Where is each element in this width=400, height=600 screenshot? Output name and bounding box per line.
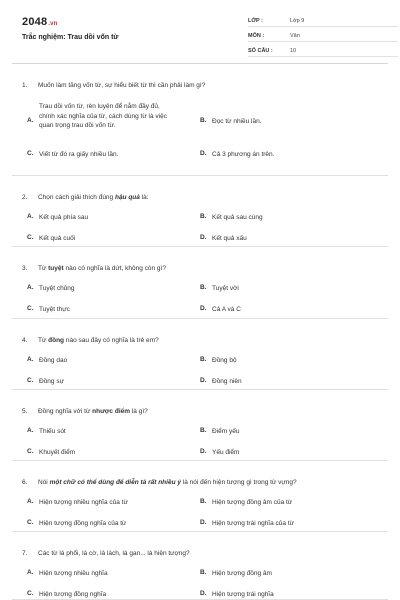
question-text-segment: Từ <box>38 265 49 272</box>
option-text: Kết quả cuối <box>39 235 76 242</box>
quiz-title: Trắc nghiệm: Trau dồi vốn từ <box>22 34 119 41</box>
option-letter: C. <box>27 305 34 312</box>
question-stem <box>22 479 297 486</box>
question-text-segment: một chữ có thể dùng để diễn tả rất nhiều ý <box>49 479 181 486</box>
option-letter: B. <box>200 117 207 124</box>
option-letter: C. <box>27 448 34 455</box>
question-text-segment: là gì? <box>130 408 148 415</box>
question-block <box>12 461 388 532</box>
option-text: Cả A và C <box>212 306 241 313</box>
question-text-segment: đồng <box>48 337 65 344</box>
option-letter: B. <box>200 284 207 291</box>
question-text-segment: Các từ lá phổi, lá cờ, lá lách, lá gan... là hiện tượng? <box>38 550 190 557</box>
answer-option-b[interactable] <box>200 498 350 508</box>
option-text: Tuyệt vời <box>212 285 239 292</box>
option-letter: B. <box>200 213 207 220</box>
question-stem <box>22 408 148 415</box>
question-block <box>12 247 388 319</box>
answer-option-b[interactable] <box>200 117 350 127</box>
site-logo[interactable] <box>22 16 58 28</box>
answer-option-a[interactable] <box>27 427 177 437</box>
option-text: Đọc từ nhiều lần. <box>212 118 262 125</box>
option-letter: A. <box>27 569 34 576</box>
answer-option-c[interactable] <box>27 519 177 529</box>
answer-option-a[interactable] <box>27 356 177 366</box>
answer-option-c[interactable] <box>27 305 177 315</box>
meta-row-subject <box>248 27 398 42</box>
answer-option-d[interactable] <box>200 150 350 160</box>
logo-main: 2048 <box>22 16 48 28</box>
answer-option-a[interactable] <box>27 284 177 294</box>
option-letter: A. <box>27 117 34 124</box>
option-text: Trau dồi vốn từ, rèn luyện để nắm đầy đủ, chính xác nghĩa của từ, cách dùng từ là việc quan trọng trau dồi vốn từ. <box>39 103 167 129</box>
meta-row-class <box>248 12 398 27</box>
option-letter: B. <box>200 427 207 434</box>
option-text: Hiện tượng trái nghĩa của từ <box>212 520 294 527</box>
answer-option-d[interactable] <box>200 519 350 529</box>
question-number: 5. <box>22 408 28 415</box>
option-text: Cả 3 phương án trên. <box>212 151 275 158</box>
question-stem <box>22 337 159 344</box>
question-text-segment: là: <box>139 194 149 201</box>
question-text <box>38 82 205 89</box>
quiz-header <box>12 0 388 64</box>
question-text <box>38 550 190 557</box>
answer-option-a[interactable] <box>27 213 177 223</box>
option-letter: C. <box>27 519 34 526</box>
question-stem <box>22 265 166 272</box>
answer-option-d[interactable] <box>200 590 350 600</box>
question-text-segment: Chọn cách giải thích đúng <box>38 194 115 201</box>
question-block <box>12 64 388 176</box>
question-block <box>12 532 388 600</box>
question-text-segment: là nói đến hiện tượng gì trong từ vựng? <box>180 479 297 486</box>
question-number: 1. <box>22 82 28 89</box>
option-text: Đồng dao <box>39 357 68 364</box>
option-letter: D. <box>200 305 207 312</box>
answer-option-c[interactable] <box>27 590 177 600</box>
question-block <box>12 176 388 247</box>
logo-suffix: .vn <box>48 21 58 27</box>
question-text-segment: nào sau đây có nghĩa là trẻ em? <box>64 337 159 344</box>
option-letter: D. <box>200 377 207 384</box>
answer-option-d[interactable] <box>200 305 350 315</box>
option-text: Hiện tượng đồng âm của từ <box>212 499 293 506</box>
option-letter: D. <box>200 519 207 526</box>
question-text-segment: Muốn làm tăng vốn từ, sự hiểu biết từ thì cần phải làm gì? <box>38 82 206 89</box>
question-number: 3. <box>22 265 28 272</box>
option-text: Hiện tượng trái nghĩa <box>212 591 274 598</box>
option-text: Yếu điểm <box>212 449 240 456</box>
option-letter: D. <box>200 448 207 455</box>
answer-option-c[interactable] <box>27 448 177 458</box>
question-text-segment: tuyệt <box>48 265 64 272</box>
question-number: 4. <box>22 337 28 344</box>
answer-option-a[interactable] <box>27 102 177 131</box>
meta-value: Lớp 9 <box>290 18 305 24</box>
option-text: Đồng sự <box>39 378 64 385</box>
answer-option-d[interactable] <box>200 377 350 387</box>
option-text: Tuyệt thực <box>39 306 70 313</box>
meta-value: Văn <box>290 33 300 39</box>
option-text: Hiện tượng đồng nghĩa <box>39 591 107 598</box>
option-letter: B. <box>200 569 207 576</box>
answer-option-b[interactable] <box>200 284 350 294</box>
meta-key: MÔN : <box>248 33 265 39</box>
option-letter: D. <box>200 590 207 597</box>
answer-option-d[interactable] <box>200 234 350 244</box>
answer-option-c[interactable] <box>27 150 177 160</box>
option-letter: A. <box>27 213 34 220</box>
answer-option-c[interactable] <box>27 234 177 244</box>
question-text <box>38 337 159 344</box>
answer-option-a[interactable] <box>27 569 177 579</box>
question-text <box>38 479 297 486</box>
option-text: Hiện tượng nhiều nghĩa của từ <box>39 499 128 506</box>
question-block <box>12 319 388 390</box>
question-block <box>12 390 388 461</box>
meta-key: LỚP : <box>248 18 263 24</box>
option-text: Điểm yếu <box>212 428 240 435</box>
option-text: Đồng niên <box>212 378 242 385</box>
question-text-segment: nhược điểm <box>92 408 131 415</box>
question-text-segment: Nói <box>38 479 50 486</box>
option-text: Tuyệt chủng <box>39 285 75 292</box>
question-stem <box>22 550 190 557</box>
question-stem <box>22 82 205 89</box>
option-text: Viết từ đó ra giấy nhiều lần. <box>39 151 119 158</box>
answer-option-b[interactable] <box>200 569 350 579</box>
option-text: Khuyết điểm <box>39 449 76 456</box>
option-letter: A. <box>27 427 34 434</box>
option-text: Kết quả phía sau <box>39 214 89 221</box>
question-text-segment: Từ <box>38 337 49 344</box>
answer-option-d[interactable] <box>200 448 350 458</box>
meta-value: 10 <box>290 48 297 54</box>
answer-option-c[interactable] <box>27 377 177 387</box>
option-letter: A. <box>27 284 34 291</box>
question-number: 6. <box>22 479 28 486</box>
question-number: 7. <box>22 550 28 557</box>
option-text: Hiện tượng đồng âm <box>212 570 272 577</box>
option-letter: D. <box>200 234 207 241</box>
option-text: Hiện tượng đồng nghĩa của từ <box>39 520 127 527</box>
option-letter: B. <box>200 356 207 363</box>
option-letter: C. <box>27 150 34 157</box>
option-letter: A. <box>27 498 34 505</box>
option-letter: C. <box>27 590 34 597</box>
option-letter: A. <box>27 356 34 363</box>
answer-option-b[interactable] <box>200 356 350 366</box>
option-letter: C. <box>27 234 34 241</box>
quiz-meta <box>248 12 398 57</box>
question-stem <box>22 194 149 201</box>
meta-row-count <box>248 42 398 57</box>
answer-option-b[interactable] <box>200 427 350 437</box>
option-text: Hiện tượng nhiều nghĩa <box>39 570 108 577</box>
option-text: Đồng bộ <box>212 357 237 364</box>
question-text-segment: nào có nghĩa là dứt, không còn gì? <box>63 265 166 272</box>
option-letter: B. <box>200 498 207 505</box>
meta-key: SỐ CÂU : <box>248 48 273 54</box>
option-text: Kết quả sau cùng <box>212 214 263 221</box>
option-text: Kết quả xấu <box>212 235 247 242</box>
question-text-segment: Đồng nghĩa với từ <box>38 408 93 415</box>
option-letter: D. <box>200 150 207 157</box>
question-text <box>38 265 166 272</box>
option-text: Thiếu sót <box>39 428 66 435</box>
question-number: 2. <box>22 194 28 201</box>
answer-option-b[interactable] <box>200 213 350 223</box>
question-text <box>38 408 148 415</box>
question-text-segment: hậu quả <box>114 194 140 201</box>
question-text <box>38 194 149 201</box>
option-letter: C. <box>27 377 34 384</box>
answer-option-a[interactable] <box>27 498 177 508</box>
